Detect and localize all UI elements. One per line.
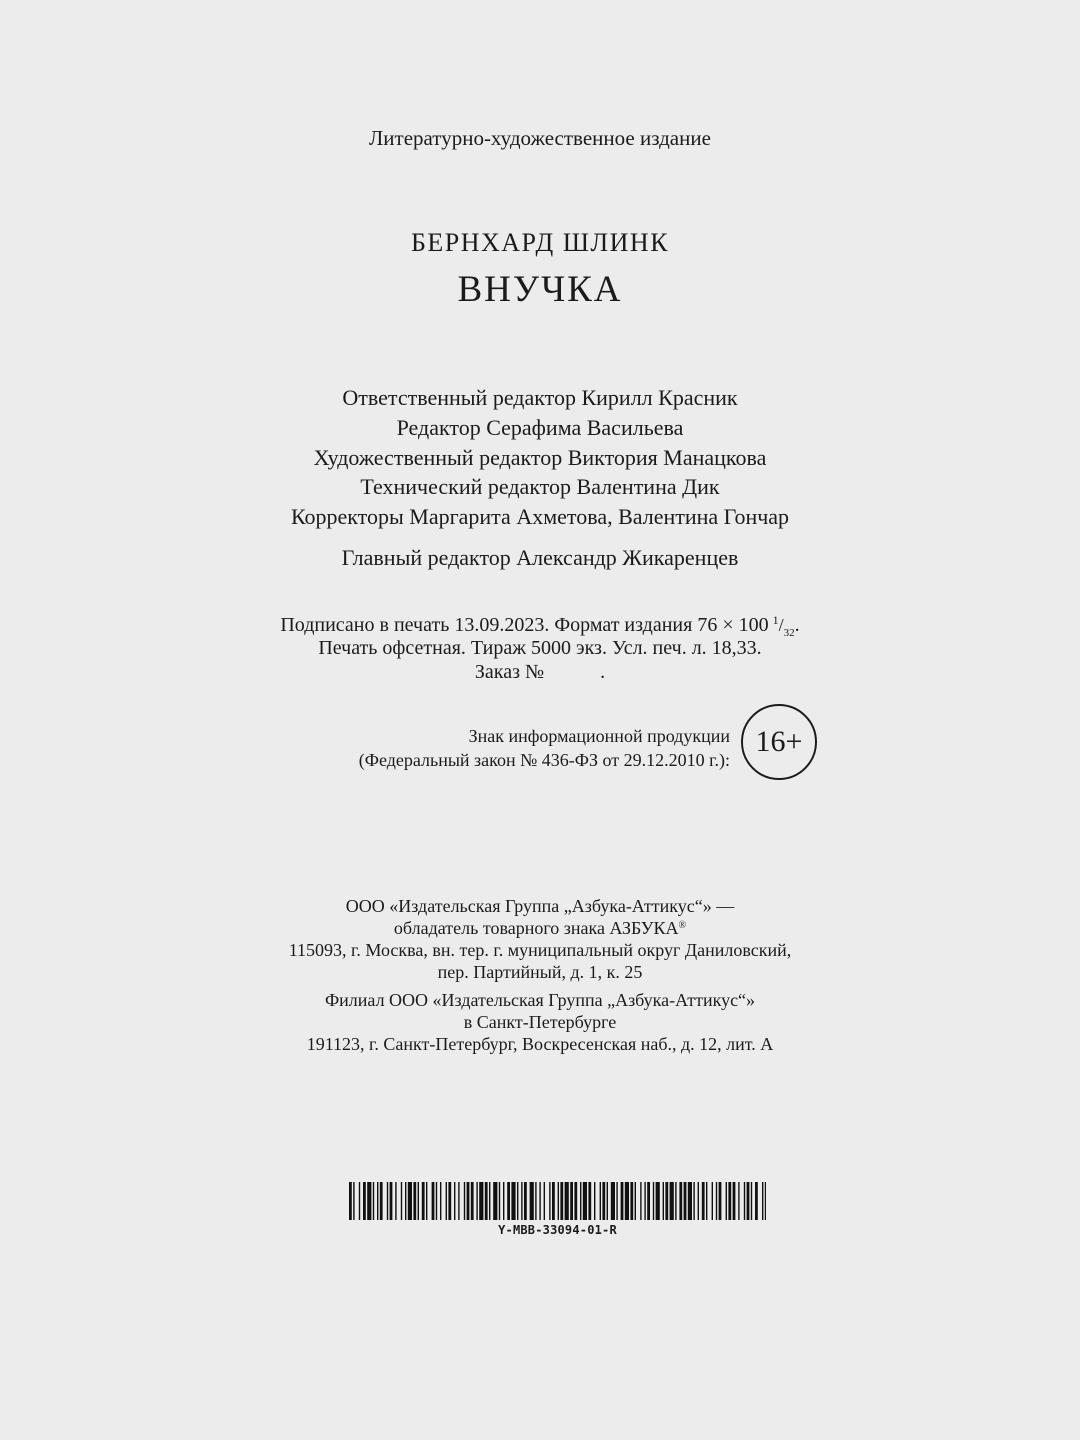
publisher-name: ООО «Издательская Группа „Азбука-Аттикус“» — (345, 896, 735, 916)
print-signed-text: Подписано в печать 13.09.2023. Формат издания 76 × 100 (280, 614, 769, 636)
print-run-info: Печать офсетная. Тираж 5000 экз. Усл. печ. л. 18,33. (318, 637, 762, 659)
branch-name: Филиал ООО «Издательская Группа „Азбука-Аттикус“» (324, 990, 756, 1010)
barcode-code: Y-MBB-33094-01-R (498, 1223, 617, 1237)
barcode (349, 1182, 766, 1220)
print-signed-format (0, 613, 1080, 639)
age-rating-label-line1: Знак информационной продукции (468, 726, 730, 746)
branch-city: в Санкт-Петербурге (463, 1012, 617, 1032)
order-period: . (600, 661, 606, 683)
order-label: Заказ № (474, 661, 545, 683)
technical-editor: Технический редактор Валентина Дик (360, 474, 720, 499)
order-line (0, 661, 1080, 684)
responsible-editor: Ответственный редактор Кирилл Красник (342, 385, 738, 410)
trademark-holder (0, 918, 1080, 939)
trademark-text: обладатель товарного знака АЗБУКА (393, 918, 679, 938)
chief-editor: Главный редактор Александр Жикаренцев (341, 545, 739, 570)
edition-type: Литературно-художественное издание (369, 126, 711, 150)
publisher-address-line2: пер. Партийный, д. 1, к. 25 (437, 962, 643, 982)
book-title: ВНУЧКА (457, 269, 623, 310)
age-rating-badge: 16+ (741, 704, 817, 780)
editor: Редактор Серафима Васильева (396, 415, 684, 440)
format-fraction-numerator: 1 (772, 613, 779, 627)
registered-mark: ® (678, 920, 687, 931)
format-fraction-denominator: 32 (783, 627, 795, 639)
format-period: . (794, 614, 800, 636)
publisher-address-line1: 115093, г. Москва, вн. тер. г. муниципальный округ Даниловский, (288, 940, 792, 960)
format-fraction-slash: / (778, 615, 784, 635)
book-author: БЕРНХАРД ШЛИНК (410, 228, 670, 257)
age-rating-label-line2: (Федеральный закон № 436-ФЗ от 29.12.2010 г.): (358, 750, 730, 770)
branch-address: 191123, г. Санкт-Петербург, Воскресенская наб., д. 12, лит. А (306, 1034, 774, 1054)
proofreaders: Корректоры Маргарита Ахметова, Валентина Гончар (290, 504, 790, 529)
age-rating-label (300, 724, 730, 772)
art-editor: Художественный редактор Виктория Манацкова (313, 445, 767, 470)
